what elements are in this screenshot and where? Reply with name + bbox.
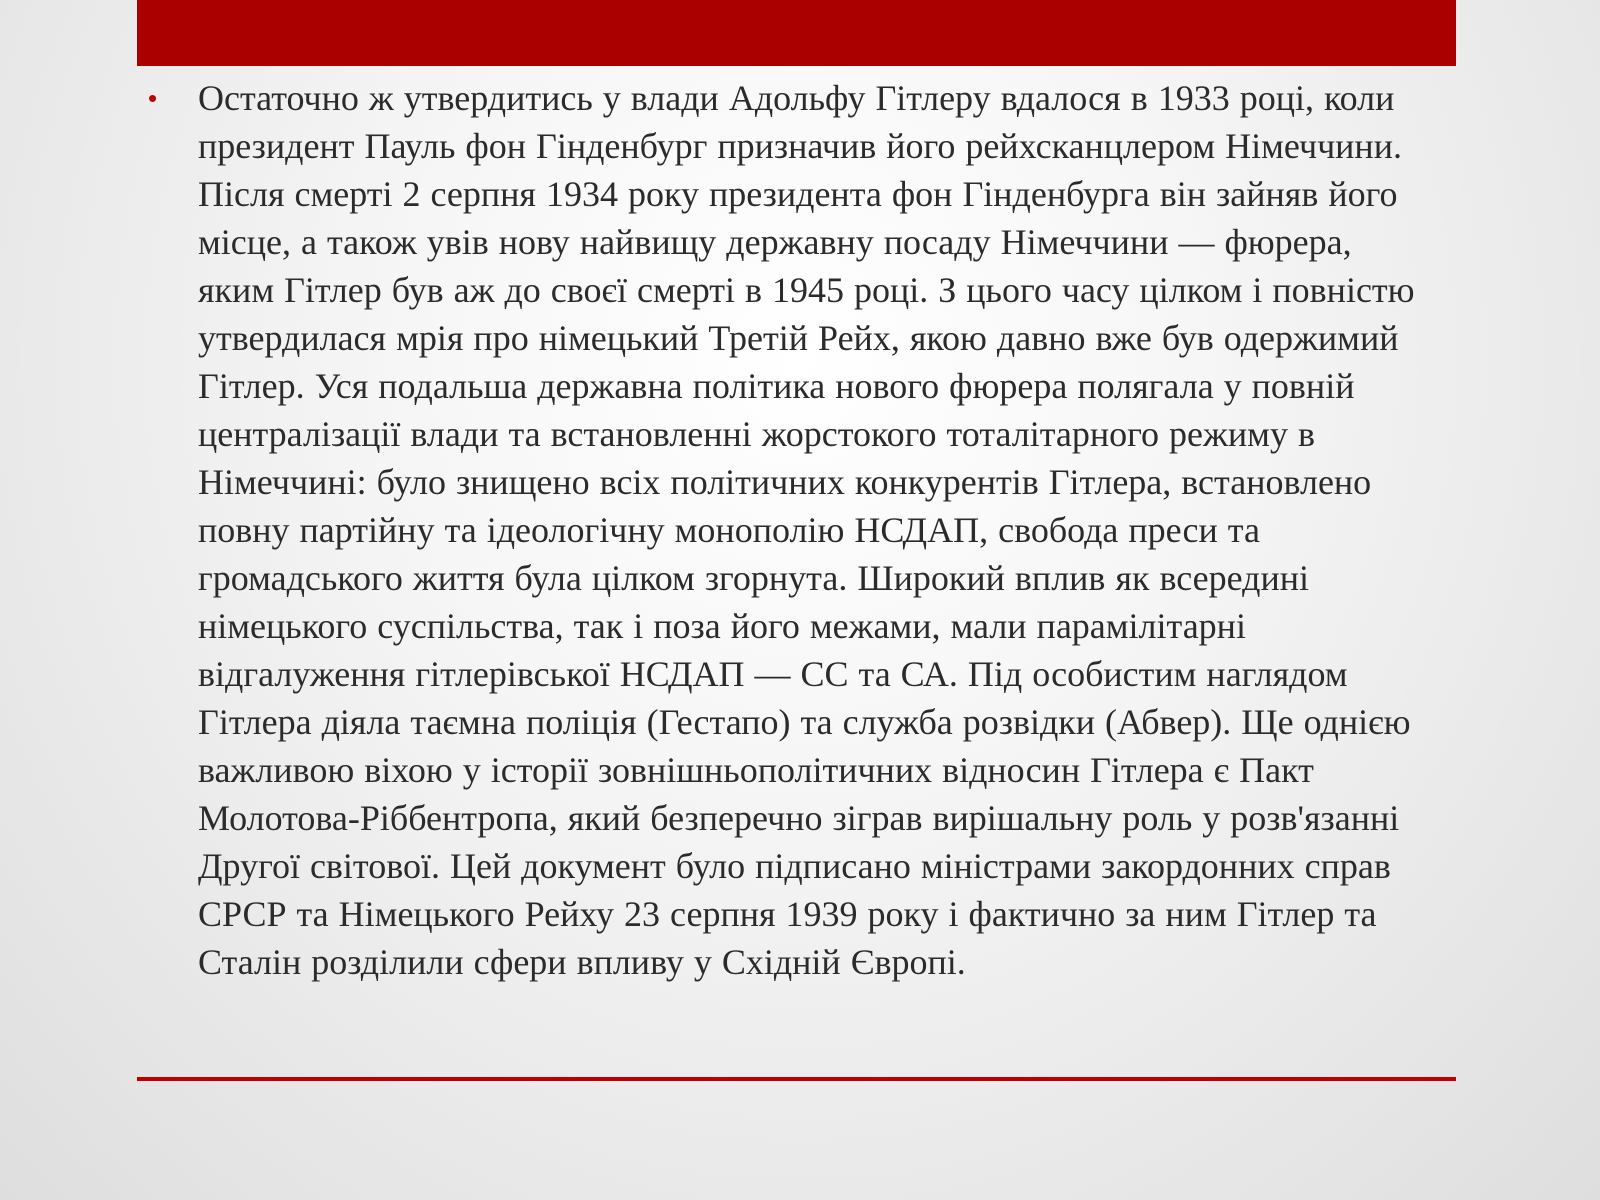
bullet-icon: • [148,83,158,113]
top-accent-band [137,0,1456,66]
body-paragraph: Остаточно ж утвердитись у влади Адольфу Гітлеру вдалося в 1933 році, коли президент Пауль фон Гінденбург призначив його рейхсканцлером Німеччини. Після смерті 2 серпня 1934 року президента фон Гінденбурга він зайняв його місце, а також увів нову найвищу державну посаду Німеччини — фюрера, яким Гітлер був аж до своєї смерті в 1945 році. З цього часу цілком і повністю утвердилася мрія про німецький Третій Рейх, якою давно вже був одержимий Гітлер. Уся подальша державна політика нового фюрера полягала у повній централізації влади та встановленні жорстокого тоталітарного режиму в Німеччині: було знищено всіх політичних конкурентів Гітлера, встановлено повну партійну та ідеологічну монополію НСДАП, свобода преси та громадського життя була цілком згорнута. Широкий вплив як всередині німецького суспільства, так і поза його межами, мали парамілітарні відгалуження гітлерівської НСДАП — СС та СА. Під особистим наглядом Гітлера діяла таємна поліція (Гестапо) та служба розвідки (Абвер). Ще однією важливою віхою у історії зовнішньополітичних відносин Гітлера є Пакт Молотова-Ріббентропа, який безперечно зіграв вирішальну роль у розв'язанні Другої світової. Цей документ було підписано міністрами закордонних справ СРСР та Німецького Рейху 23 серпня 1939 року і фактично за ним Гітлер та Сталін розділили сфери впливу у Східній Європі. [198,78,1415,982]
bullet-item [148,74,1448,986]
content-area [148,74,1448,1074]
bottom-divider-line [137,1077,1456,1081]
